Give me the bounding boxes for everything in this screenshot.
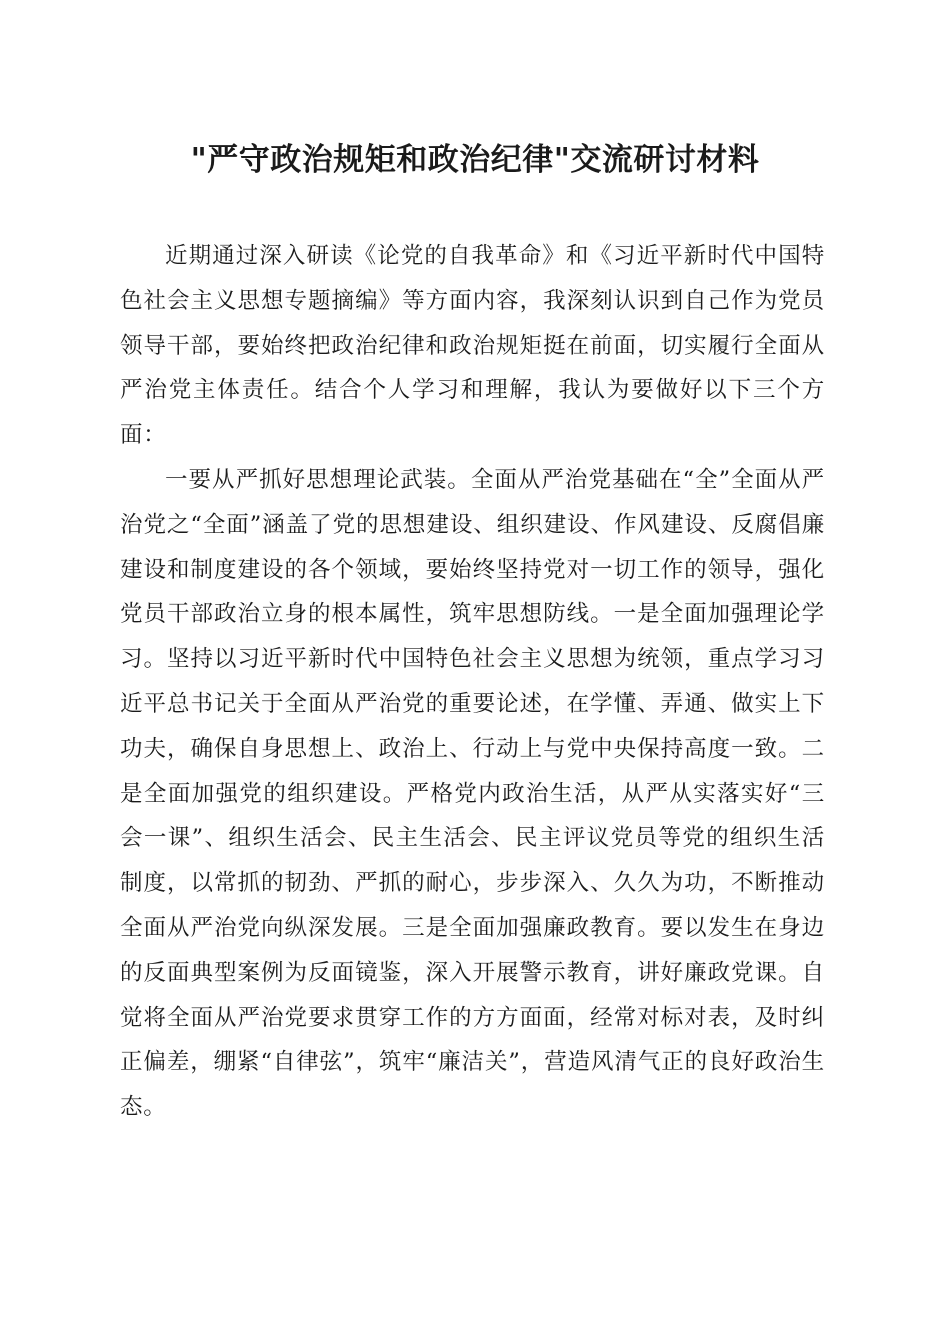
- paragraph-theory-arming: 一要从严抓好思想理论武装。全面从严治党基础在“全”全面从严治党之“全面”涵盖了党的思想建设、组织建设、作风建设、反腐倡廉建设和制度建设的各个领域，要始终坚持党对一切工作的领导，强化党员干部政治立身的根本属性，筑牢思想防线。一是全面加强理论学习。坚持以习近平新时代中国特色社会主义思想为统领，重点学习习近平总书记关于全面从严治党的重要论述，在学懂、弄通、做实上下功夫，确保自身思想上、政治上、行动上与党中央保持高度一致。二是全面加强党的组织建设。严格党内政治生活，从严从实落实好“三会一课”、组织生活会、民主生活会、民主评议党员等党的组织生活制度，以常抓的韧劲、严抓的耐心，步步深入、久久为功，不断推动全面从严治党向纵深发展。三是全面加强廉政教育。要以发生在身边的反面典型案例为反面镜鉴，深入开展警示教育，讲好廉政党课。自觉将全面从严治党要求贯穿工作的方方面面，经常对标对表，及时纠正偏差，绷紧“自律弦”，筑牢“廉洁关”，营造风清气正的良好政治生态。: [120, 466, 825, 1121]
- document-title: "严守政治规矩和政治纪律"交流研讨材料: [190, 142, 760, 178]
- paragraph-intro: 近期通过深入研读《论党的自我革命》和《习近平新时代中国特色社会主义思想专题摘编》等方面内容，我深刻认识到自己作为党员领导干部，要始终把政治纪律和政治规矩挺在前面，切实履行全面从严治党主体责任。结合个人学习和理解，我认为要做好以下三个方面：: [120, 243, 825, 449]
- document-body: [120, 234, 825, 1130]
